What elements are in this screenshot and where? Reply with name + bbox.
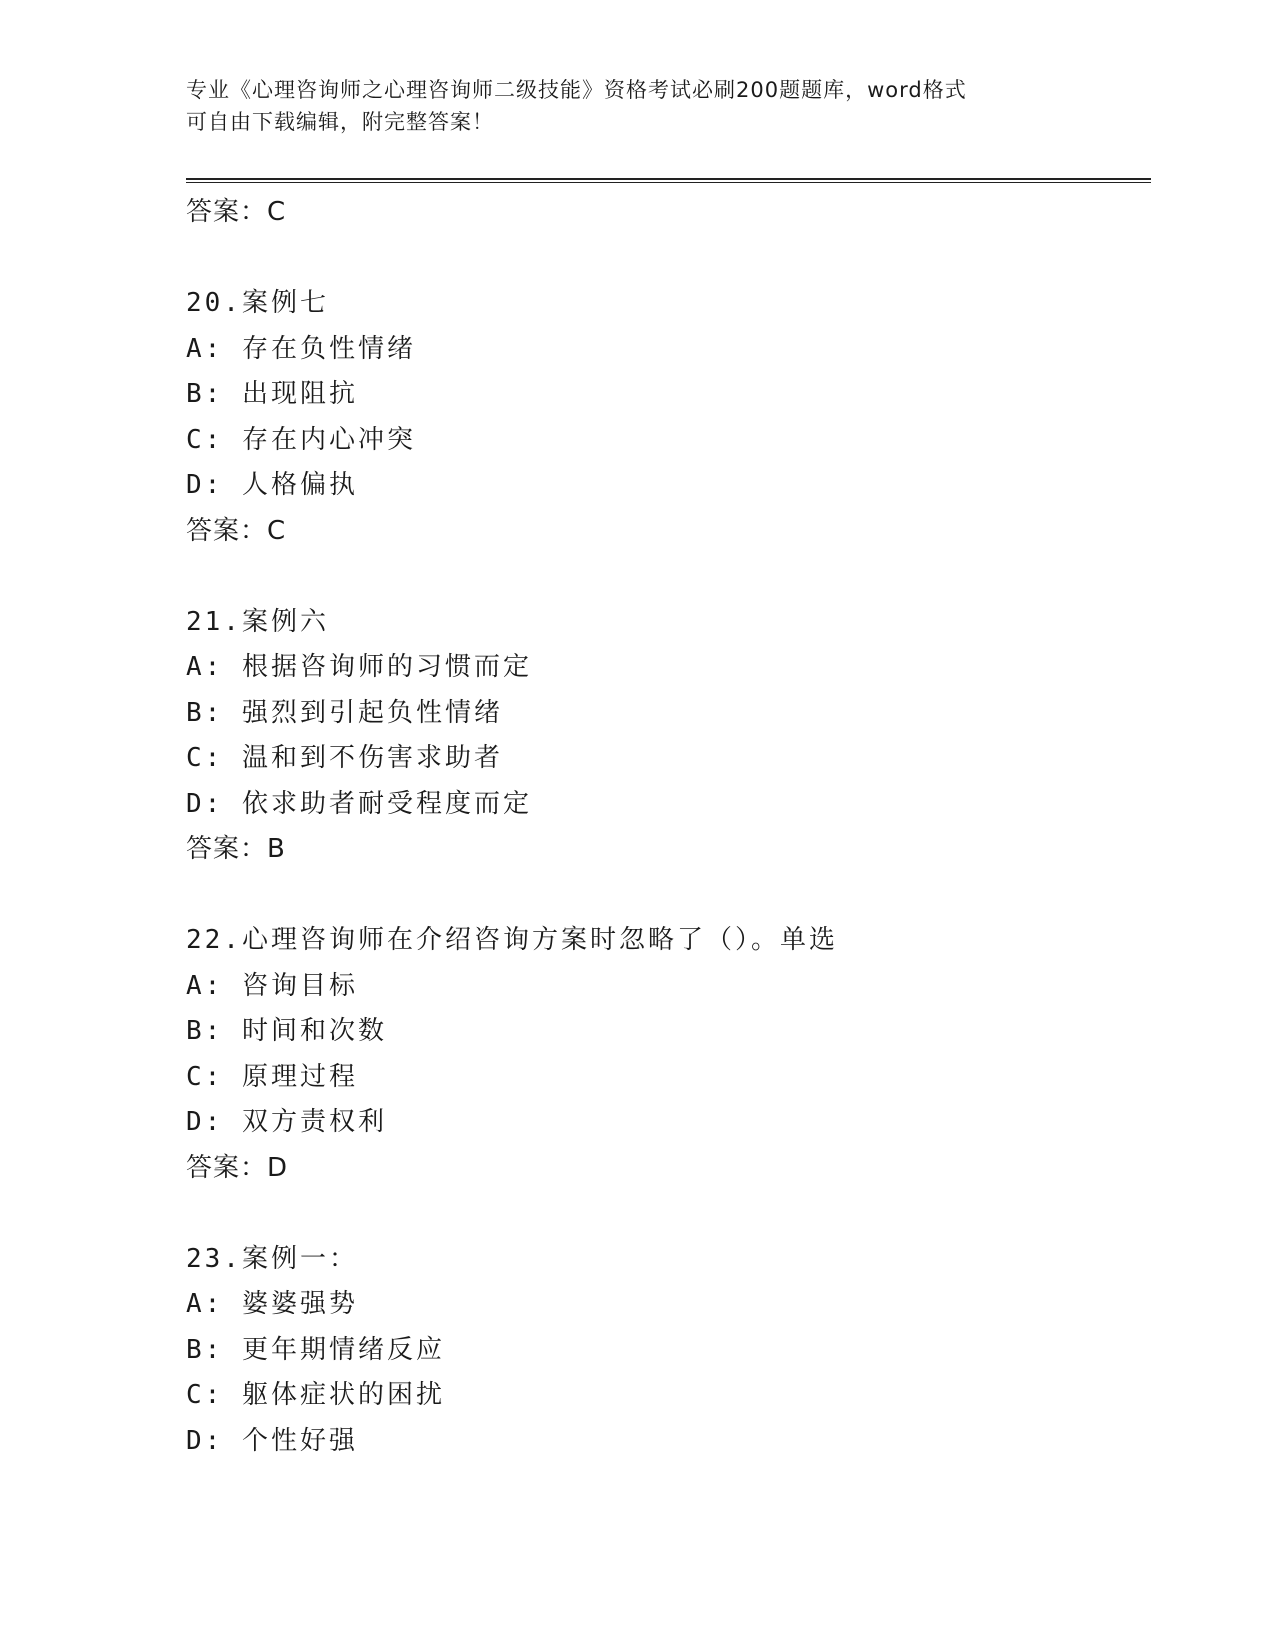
- question-title: 21.案例六: [186, 606, 329, 637]
- answer-line: 答案：D: [186, 1152, 289, 1183]
- question-block: [186, 600, 1146, 873]
- spacer: [186, 236, 1146, 282]
- option-d: D: 依求助者耐受程度而定: [186, 788, 532, 819]
- document-body: [186, 190, 1146, 1464]
- header-line-2: 可自由下载编辑，附完整答案！: [186, 110, 494, 134]
- question-block: [186, 918, 1146, 1191]
- question-title: 22.心理咨询师在介绍咨询方案时忽略了（）。单选: [186, 925, 838, 955]
- question-title: 23.案例一：: [186, 1243, 358, 1274]
- option-b: B: 时间和次数: [186, 1016, 387, 1046]
- option-c: C: 躯体症状的困扰: [186, 1380, 445, 1410]
- option-a: A: 存在负性情绪: [186, 333, 416, 364]
- option-a: A: 根据咨询师的习惯而定: [186, 652, 532, 682]
- option-b: B: 出现阻抗: [186, 379, 358, 409]
- option-c: C: 原理过程: [186, 1061, 358, 1092]
- option-c: C: 存在内心冲突: [186, 424, 416, 455]
- spacer: [186, 554, 1146, 600]
- question-title: 20.案例七: [186, 288, 329, 318]
- option-b: B: 更年期情绪反应: [186, 1334, 445, 1365]
- spacer: [186, 1191, 1146, 1237]
- header-rule-thin: [186, 182, 1151, 183]
- spacer: [186, 873, 1146, 919]
- header-rule-thick: [186, 178, 1151, 180]
- document-header: [186, 74, 1086, 138]
- option-c: C: 温和到不伤害求助者: [186, 743, 503, 773]
- option-a: A: 咨询目标: [186, 970, 358, 1001]
- option-d: D: 个性好强: [186, 1425, 358, 1456]
- option-d: D: 双方责权利: [186, 1107, 387, 1137]
- question-block: [186, 1237, 1146, 1465]
- option-a: A: 婆婆强势: [186, 1289, 358, 1319]
- answer-line: 答案：C: [186, 197, 287, 227]
- option-d: D: 人格偏执: [186, 470, 358, 500]
- answer-line: 答案：B: [186, 834, 286, 864]
- answer-line: 答案：C: [186, 515, 287, 546]
- question-block: [186, 281, 1146, 554]
- header-line-1: 专业《心理咨询师之心理咨询师二级技能》资格考试必刷200题题库，word格式: [186, 78, 967, 102]
- option-b: B: 强烈到引起负性情绪: [186, 697, 503, 728]
